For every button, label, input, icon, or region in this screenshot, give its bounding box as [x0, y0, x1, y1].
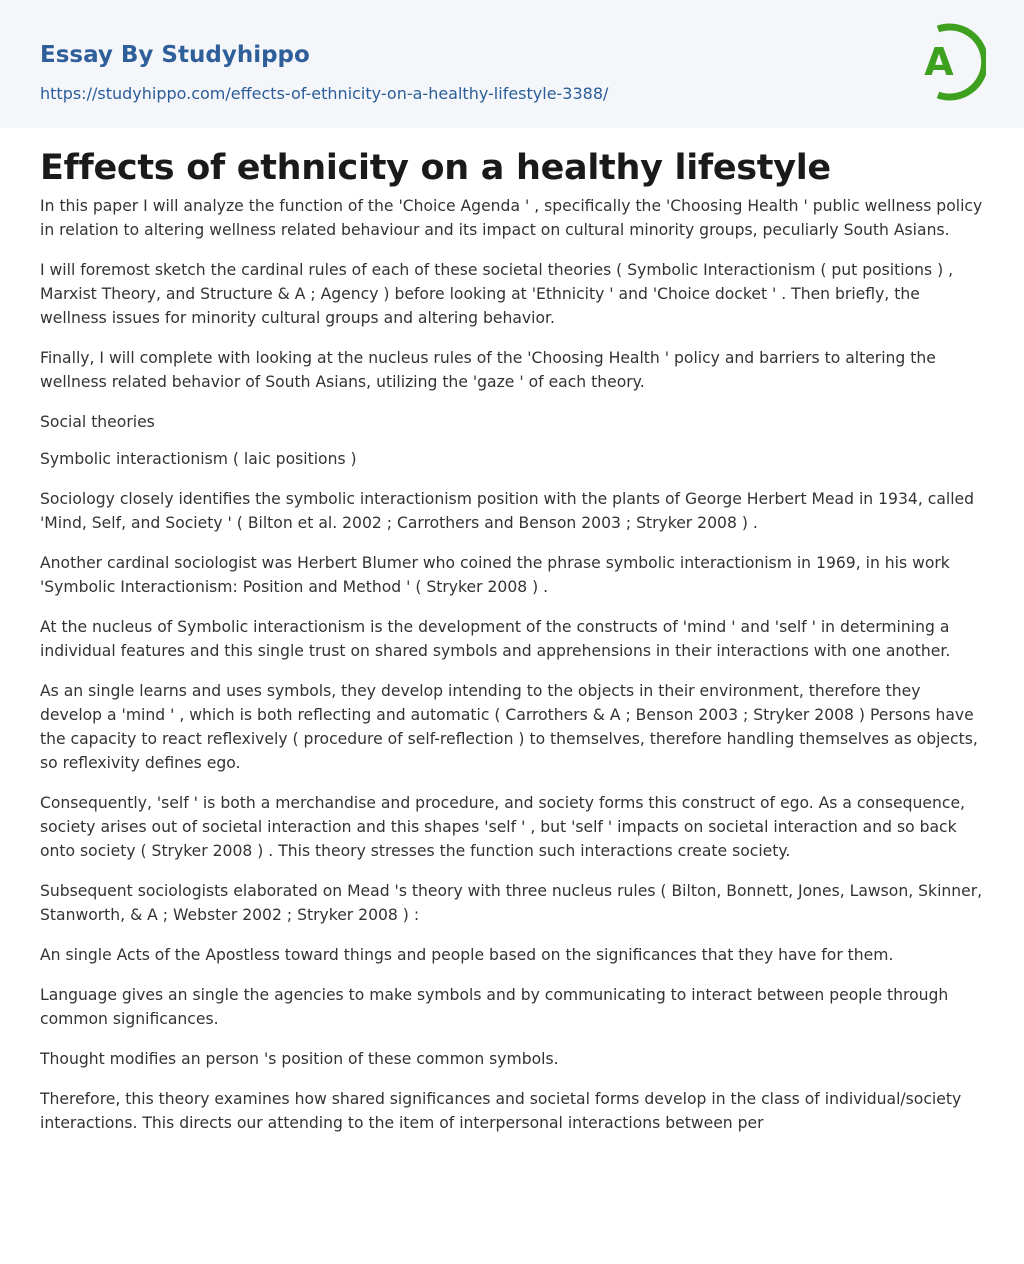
paragraph: Consequently, 'self ' is both a merchandise and procedure, and society forms this construct of ego. As a consequence, society arises out of societal interaction and this shapes 'self ' , but 'self ' impacts on societal interaction and so back onto society ( Stryker 2008 ) . This theory stresses the function such interactions create society.: [40, 794, 966, 860]
logo-letter: A: [924, 40, 954, 84]
paragraph: Therefore, this theory examines how shared significances and societal forms develop in the class of individual/society interactions. This directs our attending to the item of interpersonal interactions between per: [40, 1090, 962, 1132]
paragraph: I will foremost sketch the cardinal rules of each of these societal theories ( Symbolic Interactionism ( put positions ) , Marxist Theory, and Structure & A ; Agency ) before looking at 'Ethnicity ' and 'Choice docket ' . Then briefly, the wellness issues for minority cultural groups and altering behavior.: [40, 261, 954, 327]
site-header: [0, 0, 1024, 128]
paragraph: In this paper I will analyze the function of the 'Choice Agenda ' , specifically the 'Choosing Health ' public wellness policy in relation to altering wellness related behaviour and its impact on cultural minority groups, peculiarly South Asians.: [40, 197, 983, 239]
subsection-heading: Symbolic interactionism ( laic positions ): [40, 450, 357, 468]
paragraph: Finally, I will complete with looking at the nucleus rules of the 'Choosing Health ' policy and barriers to altering the wellness related behavior of South Asians, utilizing the 'gaze ' of each theory.: [40, 349, 936, 391]
paragraph: Language gives an single the agencies to make symbols and by communicating to interact between people through common significances.: [40, 986, 949, 1028]
paragraph: Subsequent sociologists elaborated on Mead 's theory with three nucleus rules ( Bilton, Bonnett, Jones, Lawson, Skinner, Stanworth, & A ; Webster 2002 ; Stryker 2008 ) :: [40, 882, 983, 924]
paragraph: An single Acts of the Apostless toward things and people based on the significances that they have for them.: [40, 946, 894, 964]
essay-title: Effects of ethnicity on a healthy lifestyle: [40, 148, 831, 188]
paragraph: At the nucleus of Symbolic interactionism is the development of the constructs of 'mind ' and 'self ' in determining a individual features and this single trust on shared symbols and apprehensions in their interactions with one another.: [40, 618, 951, 660]
paragraph: Thought modifies an person 's position of these common symbols.: [40, 1050, 559, 1068]
section-heading: Social theories: [40, 413, 155, 431]
essay-content: [40, 145, 986, 1151]
studyhippo-logo-icon[interactable]: [912, 20, 986, 104]
paragraph: Another cardinal sociologist was Herbert Blumer who coined the phrase symbolic interactionism in 1969, in his work 'Symbolic Interactionism: Position and Method ' ( Stryker 2008 ) .: [40, 554, 950, 596]
essay-url-link[interactable]: https://studyhippo.com/effects-of-ethnicity-on-a-healthy-lifestyle-3388/: [40, 84, 609, 103]
paragraph: As an single learns and uses symbols, they develop intending to the objects in their environment, therefore they develop a 'mind ' , which is both reflecting and automatic ( Carrothers & A ; Benson 2003 ; Stryker 2008 ) Persons have the capacity to react reflexively ( procedure of self-reflection ) to themselves, therefore handling themselves as objects, so reflexivity defines ego.: [40, 682, 978, 772]
brand-title: Essay By Studyhippo: [40, 42, 310, 68]
paragraph: Sociology closely identifies the symbolic interactionism position with the plants of George Herbert Mead in 1934, called 'Mind, Self, and Society ' ( Bilton et al. 2002 ; Carrothers and Benson 2003 ; Stryker 2008 ) .: [40, 490, 975, 532]
